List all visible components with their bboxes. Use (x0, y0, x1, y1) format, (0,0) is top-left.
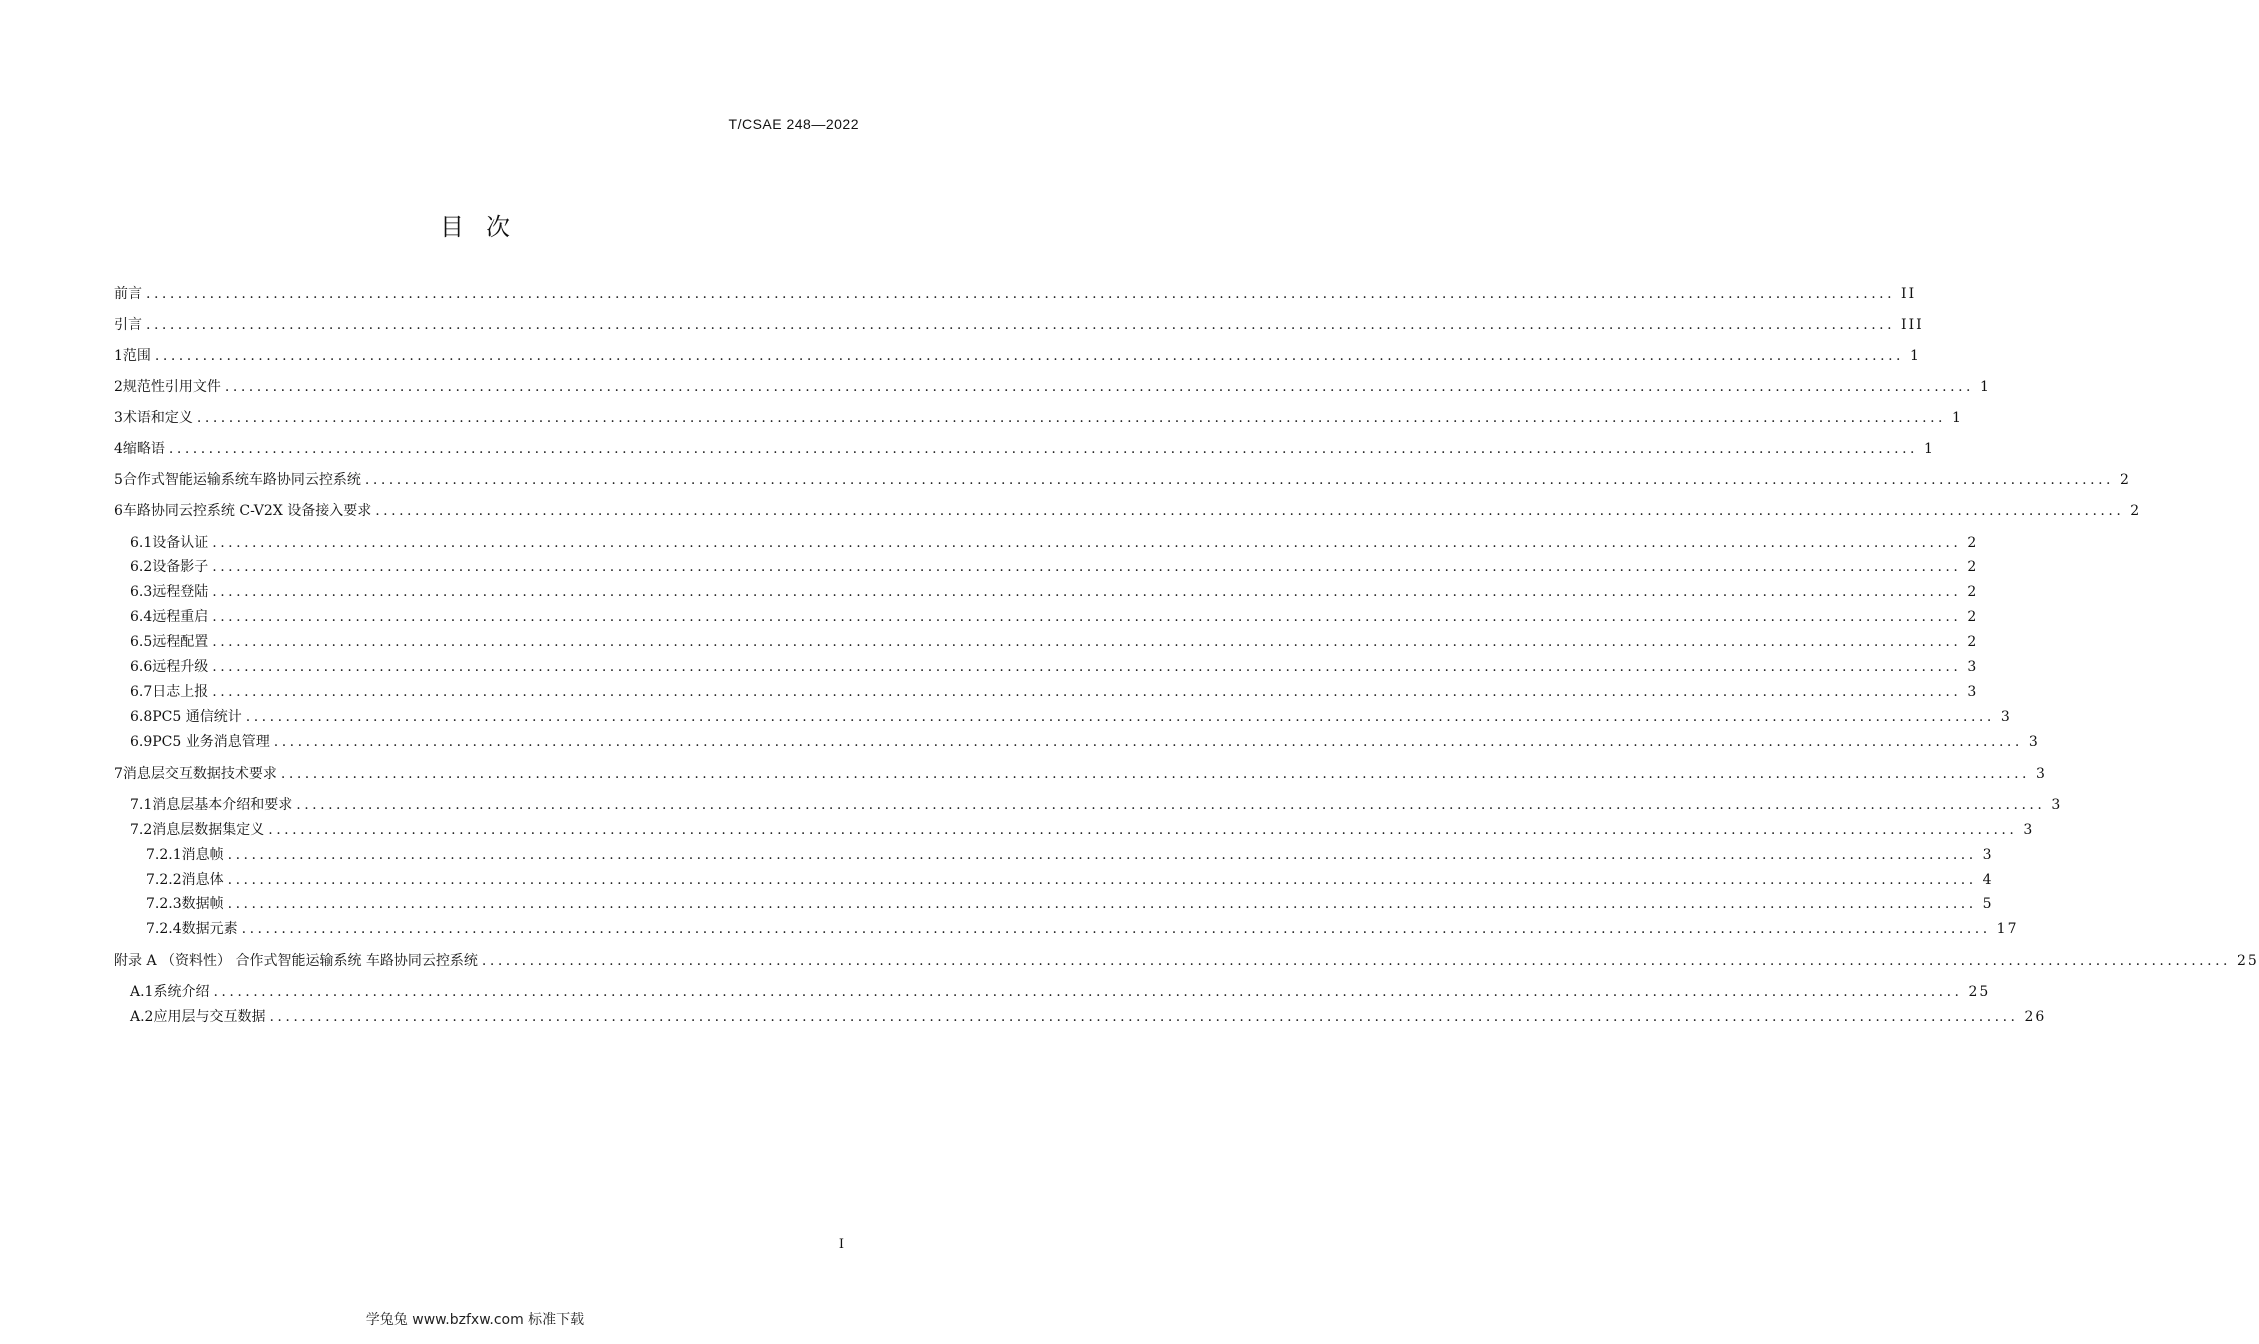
toc-entry-title: 消息层数据集定义 (152, 822, 265, 838)
toc-entry-number: A.1 (130, 984, 154, 1000)
toc-entry-number: 6.9 (130, 734, 153, 750)
toc-entry-title: 术语和定义 (122, 410, 193, 426)
toc-leader-dots: ............................................................................................................................................................................................................................ (224, 379, 1974, 395)
toc-entry-title: 车路协同云控系统 C-V2X 设备接入要求 (122, 503, 372, 519)
toc-leader-dots: ............................................................................................................................................................................................................................ (154, 348, 1904, 364)
toc-entry-page: 1 (1951, 410, 1963, 426)
toc-entry-page: 3 (2028, 734, 2040, 750)
toc-leader-dots: ............................................................................................................................................................................................................................ (212, 584, 1962, 600)
toc-leader-dots: ............................................................................................................................................................................................................................ (213, 984, 1963, 1000)
toc-entry-title: PC5 业务消息管理 (152, 734, 270, 750)
toc-entry[interactable] (130, 732, 2040, 752)
toc-entry-page: 3 (2051, 797, 2063, 813)
toc-entry-number: 7.2 (130, 822, 153, 838)
toc-entry-title: 数据元素 (181, 921, 238, 937)
toc-leader-dots: ............................................................................................................................................................................................................................ (212, 659, 1962, 675)
toc-entry-number: 6.7 (130, 684, 153, 700)
toc-entry[interactable] (130, 632, 1979, 652)
toc-entry[interactable] (114, 764, 2047, 784)
toc-entry-page: 2 (1967, 559, 1979, 575)
toc-leader-dots: ............................................................................................................................................................................................................................ (212, 609, 1962, 625)
toc-entry[interactable] (130, 1007, 2047, 1027)
toc-entry-page: II (1901, 286, 1917, 302)
toc-entry-number: 6.6 (130, 659, 153, 675)
toc-entry[interactable] (130, 533, 1979, 553)
toc-leader-dots: ............................................................................................................................................................................................................................ (227, 847, 1977, 863)
toc-leader-dots: ............................................................................................................................................................................................................................ (375, 503, 2125, 519)
toc-entry-title: 合作式智能运输系统车路协同云控系统 (122, 472, 361, 488)
toc-entry-number: 3 (114, 410, 123, 426)
toc-leader-dots: ............................................................................................................................................................................................................................ (245, 709, 1995, 725)
toc-entry-title: 远程升级 (152, 659, 209, 675)
toc-entry-title: 设备影子 (152, 559, 209, 575)
toc-entry-number: 7.2.2 (146, 872, 182, 888)
toc-entry[interactable] (146, 894, 1994, 914)
toc-entry-title: 附录 A （资料性） 合作式智能运输系统 车路协同云控系统 (114, 953, 478, 969)
toc-entry-page: 2 (2119, 472, 2131, 488)
toc-leader-dots: ............................................................................................................................................................................................................................ (481, 953, 2231, 969)
toc-entry-title: 远程配置 (152, 634, 209, 650)
toc-entry-title: 规范性引用文件 (122, 379, 221, 395)
toc-entry[interactable] (130, 607, 1979, 627)
toc-entry[interactable] (130, 657, 1979, 677)
toc-entry[interactable] (130, 582, 1979, 602)
page-number: I (838, 1237, 844, 1252)
toc-entry-title: 前言 (114, 286, 142, 302)
toc-leader-dots: ............................................................................................................................................................................................................................ (269, 1009, 2019, 1025)
toc-entry-number: 6.8 (130, 709, 153, 725)
toc-entry[interactable] (130, 795, 2063, 815)
toc-entry-page: 17 (1996, 921, 2019, 937)
toc-entry-title: 远程登陆 (152, 584, 209, 600)
toc-leader-dots: ............................................................................................................................................................................................................................ (241, 921, 1991, 937)
toc-leader-dots: ............................................................................................................................................................................................................................ (280, 766, 2030, 782)
toc-entry-page: 3 (2035, 766, 2047, 782)
toc-entry-number: 7.1 (130, 797, 153, 813)
toc-entry-page: 25 (2236, 953, 2259, 969)
toc-entry[interactable] (114, 284, 1917, 304)
toc-entry[interactable] (114, 408, 1963, 428)
toc-entry-page: 3 (1982, 847, 1994, 863)
toc-entry[interactable] (114, 377, 1991, 397)
toc-leader-dots: ............................................................................................................................................................................................................................ (296, 797, 2046, 813)
toc-entry[interactable] (146, 845, 1994, 865)
toc-entry-page: 3 (2023, 822, 2035, 838)
toc-entry[interactable] (146, 870, 1994, 890)
toc-entry-page: 3 (1967, 684, 1979, 700)
toc-entry[interactable] (130, 982, 1991, 1002)
toc-leader-dots: ............................................................................................................................................................................................................................ (146, 286, 1896, 302)
toc-leader-dots: ............................................................................................................................................................................................................................ (168, 441, 1918, 457)
toc-entry-page: 25 (1968, 984, 1991, 1000)
toc-entry-title: 日志上报 (152, 684, 209, 700)
toc-entry-page: 5 (1982, 896, 1994, 912)
standard-code: T/CSAE 248—2022 (728, 116, 859, 132)
toc-entry-number: 6.1 (130, 535, 153, 551)
toc-entry[interactable] (130, 557, 1979, 577)
toc-entry-title: 应用层与交互数据 (153, 1009, 266, 1025)
toc-leader-dots: ............................................................................................................................................................................................................................ (212, 634, 1962, 650)
toc-entry-page: 1 (1923, 441, 1935, 457)
toc-entry-page: 26 (2024, 1009, 2047, 1025)
toc-entry-page: 2 (1967, 584, 1979, 600)
watermark: 学兔兔 www.bzfxw.com 标准下载 (365, 1312, 585, 1328)
toc-entry-title: 系统介绍 (153, 984, 210, 1000)
toc-entry[interactable] (114, 439, 1935, 459)
toc-entry[interactable] (114, 501, 2142, 521)
toc-entry-title: 远程重启 (152, 609, 209, 625)
toc-entry-page: III (1901, 317, 1924, 333)
toc-entry-page: 2 (1967, 634, 1979, 650)
toc-entry-title: 消息体 (181, 872, 224, 888)
toc-entry-number: 7 (114, 766, 123, 782)
toc-entry-number: 6.5 (130, 634, 153, 650)
toc-entry-number: 1 (114, 348, 123, 364)
toc-leader-dots: ............................................................................................................................................................................................................................ (227, 896, 1977, 912)
toc-entry[interactable] (130, 820, 2035, 840)
toc-leader-dots: ............................................................................................................................................................................................................................ (212, 535, 1962, 551)
toc-entry-number: 5 (114, 472, 123, 488)
toc-entry-title: 消息层交互数据技术要求 (122, 766, 277, 782)
toc-leader-dots: ............................................................................................................................................................................................................................ (212, 559, 1962, 575)
title-part-2: 次 (486, 213, 510, 241)
toc-leader-dots: ............................................................................................................................................................................................................................ (268, 822, 2018, 838)
toc-entry-page: 2 (1967, 609, 1979, 625)
toc-entry-number: 4 (114, 441, 123, 457)
toc-entry-number: 7.2.3 (146, 896, 182, 912)
toc-entry-page: 3 (1967, 659, 1979, 675)
toc-entry-number: 6.4 (130, 609, 153, 625)
toc-leader-dots: ............................................................................................................................................................................................................................ (364, 472, 2114, 488)
toc-entry-page: 2 (1967, 535, 1979, 551)
toc-entry-page: 3 (2000, 709, 2012, 725)
toc-entry-title: PC5 通信统计 (152, 709, 242, 725)
toc-entry-number: 2 (114, 379, 123, 395)
toc-entry-number: 6.2 (130, 559, 153, 575)
toc-entry-number: A.2 (130, 1009, 154, 1025)
toc-entry[interactable] (146, 919, 2019, 939)
toc-entry-number: 6.3 (130, 584, 153, 600)
toc-entry-page: 1 (1909, 348, 1921, 364)
title-part-1: 目 (440, 213, 464, 241)
toc-entry-number: 7.2.1 (146, 847, 182, 863)
toc-entry[interactable] (114, 346, 1921, 366)
toc-entry-page: 2 (2130, 503, 2142, 519)
toc-entry-title: 消息层基本介绍和要求 (152, 797, 293, 813)
toc-entry-title: 范围 (122, 348, 151, 364)
toc-entry[interactable] (114, 470, 2131, 490)
toc-leader-dots: ............................................................................................................................................................................................................................ (212, 684, 1962, 700)
toc-leader-dots: ............................................................................................................................................................................................................................ (227, 872, 1977, 888)
toc-leader-dots: ............................................................................................................................................................................................................................ (196, 410, 1946, 426)
toc-entry[interactable] (130, 707, 2012, 727)
toc-entry-title: 数据帧 (181, 896, 224, 912)
toc-leader-dots: ............................................................................................................................................................................................................................ (273, 734, 2023, 750)
toc-entry[interactable] (114, 315, 1924, 335)
toc-entry[interactable] (130, 682, 1979, 702)
toc-entry-number: 6 (114, 503, 123, 519)
toc-entry-page: 4 (1982, 872, 1994, 888)
toc-entry-number: 7.2.4 (146, 921, 182, 937)
toc-entry-title: 设备认证 (152, 535, 209, 551)
toc-entry-title: 缩略语 (122, 441, 165, 457)
toc-leader-dots: ............................................................................................................................................................................................................................ (146, 317, 1896, 333)
toc-entry[interactable] (114, 951, 2259, 971)
toc-entry-title: 消息帧 (181, 847, 224, 863)
toc-entry-page: 1 (1979, 379, 1991, 395)
toc-entry-title: 引言 (114, 317, 142, 333)
